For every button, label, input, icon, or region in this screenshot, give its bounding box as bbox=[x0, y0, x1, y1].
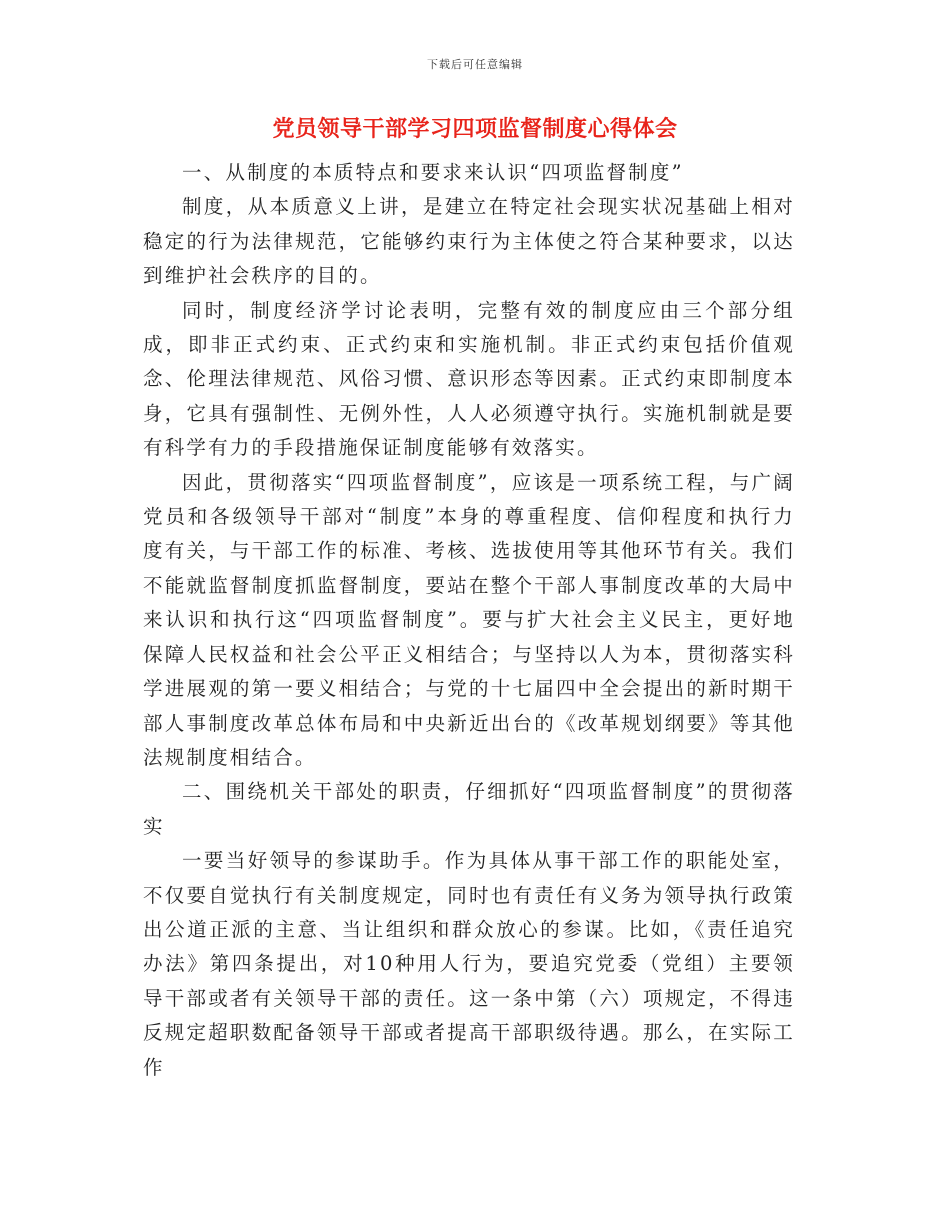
header-note: 下载后可任意编辑 bbox=[427, 58, 523, 71]
paragraph: 同时，制度经济学讨论表明，完整有效的制度应由三个部分组成，即非正式约束、正式约束和实施机制。非正式约束包括价值观念、伦理法律规范、风俗习惯、意识形态等因素。正式约束即制度本身，它具有强制性、无例外性，人人必须遵守执行。实施机制就是要有科学有力的手段措施保证制度能够有效落实。 bbox=[143, 298, 795, 460]
paragraph: 一要当好领导的参谋助手。作为具体从事干部工作的职能处室，不仅要自觉执行有关制度规定，同时也有责任有义务为领导执行政策出公道正派的主意、当让组织和群众放心的参谋。比如，《责任追究办法》第四条提出，对10种用人行为，要追究党委（党组）主要领导干部或者有关领导干部的责任。这一条中第（六）项规定，不得违反规定超职数配备领导干部或者提高干部职级待遇。那么，在实际工作 bbox=[143, 849, 795, 1079]
paragraph: 制度，从本质意义上讲，是建立在特定社会现实状况基础上相对稳定的行为法律规范，它能够约束行为主体使之符合某种要求，以达到维护社会秩序的目的。 bbox=[143, 195, 795, 288]
document-body bbox=[143, 156, 795, 1085]
section-heading-1: 一、从制度的本质特点和要求来认识“四项监督制度” bbox=[182, 161, 684, 184]
paragraph: 因此，贯彻落实“四项监督制度”，应该是一项系统工程，与广阔党员和各级领导干部对“制度”本身的尊重程度、信仰程度和执行力度有关，与干部工作的标准、考核、选拔使用等其他环节有关。我们不能就监督制度抓监督制度，要站在整个干部人事制度改革的大局中来认识和执行这“四项监督制度”。要与扩大社会主义民主，更好地保障人民权益和社会公平正义相结合；与坚持以人为本，贯彻落实科学进展观的第一要义相结合；与党的十七届四中全会提出的新时期干部人事制度改革总体布局和中央新近出台的《改革规划纲要》等其他法规制度相结合。 bbox=[143, 470, 795, 769]
document-title: 党员领导干部学习四项监督制度心得体会 bbox=[272, 116, 678, 142]
section-heading-2: 二、围绕机关干部处的职责，仔细抓好“四项监督制度”的贯彻落实 bbox=[143, 780, 795, 838]
